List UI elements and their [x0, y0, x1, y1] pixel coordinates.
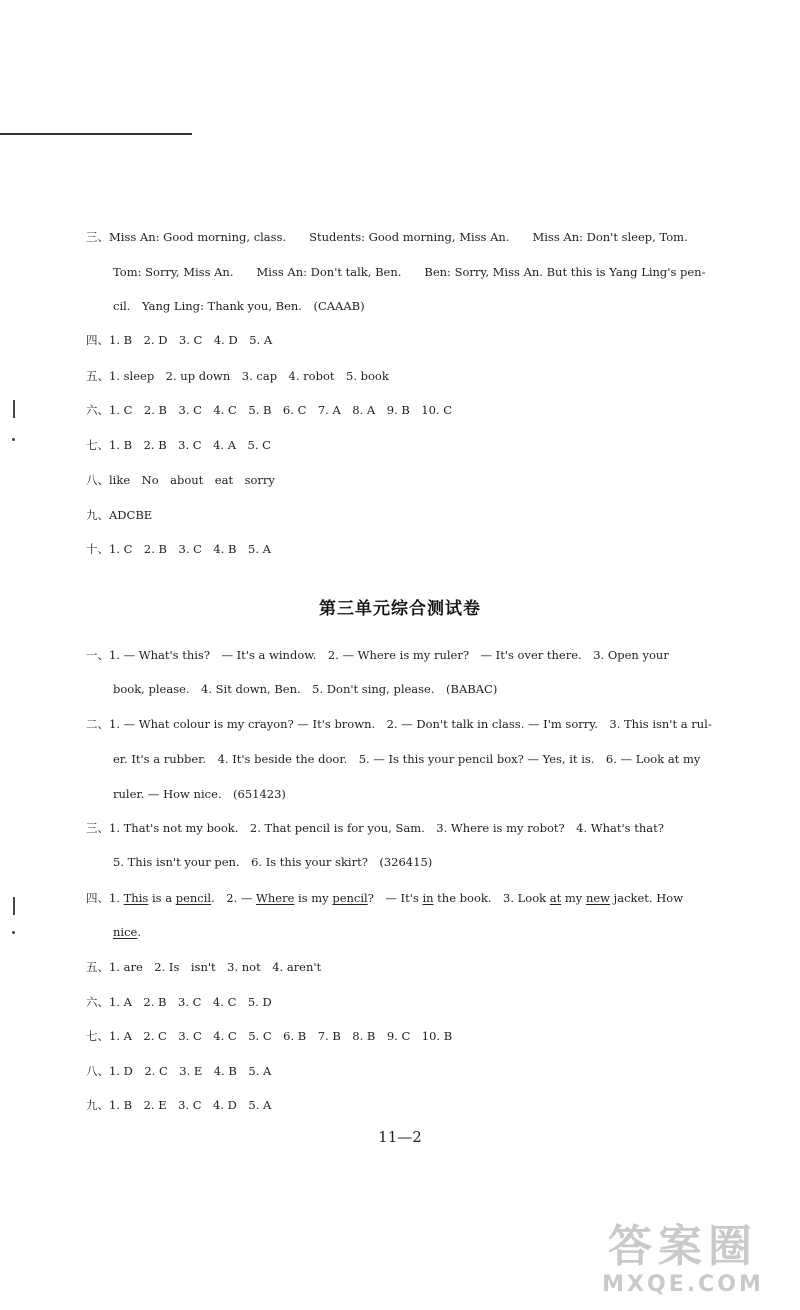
watermark-logo-url: MXQE.COM	[602, 1272, 764, 1297]
answer-line: 九、ADCBE	[86, 508, 153, 522]
watermark-logo	[578, 1222, 788, 1302]
line-text: is my	[294, 891, 333, 905]
answer-line-underlined	[113, 925, 753, 939]
answer-line: Tom: Sorry, Miss An. Miss An: Don't talk, Ben. Ben: Sorry, Miss An. But this is Yang Ling's pen-	[113, 265, 706, 279]
top-rule	[0, 133, 192, 135]
answer-line: er. It's a rubber. 4. It's beside the door. 5. — Is this your pencil box? — Yes, it is. 6. — Look at my	[113, 752, 701, 766]
answer-line: 四、1. B 2. D 3. C 4. D 5. A	[86, 333, 273, 347]
answer-line: 一、1. — What's this? — It's a window. 2. — Where is my ruler? — It's over there. 3. Open your	[86, 648, 669, 662]
answer-line: 十、1. C 2. B 3. C 4. B 5. A	[86, 542, 271, 556]
answer-line-underlined	[86, 891, 726, 905]
answer-line: book, please. 4. Sit down, Ben. 5. Don't sing, please. (BABAC)	[113, 682, 498, 696]
underlined-word: at	[549, 891, 562, 905]
line-text: ? — It's	[367, 891, 423, 905]
watermark-logo-text: 答案圈	[608, 1221, 758, 1272]
underlined-word: Where	[256, 891, 295, 905]
answer-line: 六、1. C 2. B 3. C 4. C 5. B 6. C 7. A 8. A 9. B 10. C	[86, 403, 453, 417]
answer-line: 七、1. A 2. C 3. C 4. C 5. C 6. B 7. B 8. B 9. C 10. B	[86, 1029, 453, 1043]
line-text: .	[137, 925, 141, 939]
answer-line: 5. This isn't your pen. 6. Is this your skirt? (326415)	[113, 855, 433, 869]
line-text: jacket. How	[610, 891, 684, 905]
underlined-word: pencil	[332, 891, 368, 905]
section-heading: 第三单元综合测试卷	[319, 599, 481, 619]
answer-line: cil. Yang Ling: Thank you, Ben. (CAAAB)	[113, 299, 365, 313]
page-number: 11—2	[378, 1128, 422, 1146]
answer-line: 六、1. A 2. B 3. C 4. C 5. D	[86, 995, 272, 1009]
underlined-word: nice	[113, 925, 138, 939]
line-text: . 2. —	[211, 891, 257, 905]
underlined-word: new	[585, 891, 611, 905]
underlined-word: pencil	[175, 891, 212, 905]
margin-dot	[12, 931, 15, 934]
answer-line: 五、1. sleep 2. up down 3. cap 4. robot 5. book	[86, 369, 389, 383]
margin-mark	[13, 897, 15, 915]
answer-line: 三、Miss An: Good morning, class. Students: Good morning, Miss An. Miss An: Don't sleep, Tom.	[86, 230, 688, 244]
answer-line: 五、1. are 2. Is isn't 3. not 4. aren't	[86, 960, 322, 974]
answer-line: 七、1. B 2. B 3. C 4. A 5. C	[86, 438, 271, 452]
margin-mark	[13, 400, 15, 418]
answer-line: ruler. — How nice. (651423)	[113, 787, 286, 801]
margin-dot	[12, 438, 15, 441]
line-text: the book. 3. Look	[433, 891, 550, 905]
answer-line: 八、1. D 2. C 3. E 4. B 5. A	[86, 1064, 272, 1078]
line-text: my	[561, 891, 586, 905]
line-text: 四、1.	[86, 891, 124, 905]
answer-line: 二、1. — What colour is my crayon? — It's brown. 2. — Don't talk in class. — I'm sorry. 3. This isn't a rul-	[86, 717, 712, 731]
answer-line: 八、like No about eat sorry	[86, 473, 275, 487]
underlined-word: This	[123, 891, 149, 905]
answer-line: 三、1. That's not my book. 2. That pencil is for you, Sam. 3. Where is my robot? 4. What's that?	[86, 821, 664, 835]
line-text: is a	[148, 891, 176, 905]
underlined-word: in	[422, 891, 434, 905]
answer-line: 九、1. B 2. E 3. C 4. D 5. A	[86, 1098, 272, 1112]
